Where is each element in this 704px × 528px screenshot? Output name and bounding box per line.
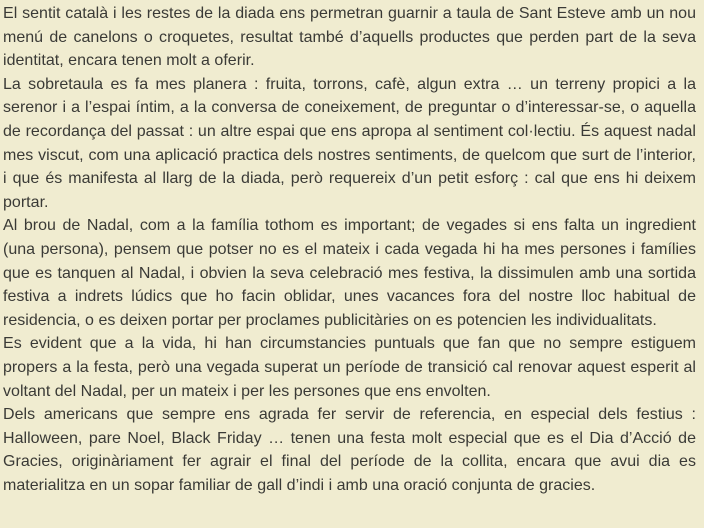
paragraph-sobretaula: La sobretaula es fa mes planera : fruita, torrons, cafè, algun extra … un terreny propici a la serenor i a l’espai íntim, a la conversa de coneixement, de preguntar o d’interessar-se, o aquella de recordança del passat : un altre espai que ens apropa al sentiment col·lectiu. És aquest nadal mes viscut, com una aplicació practica dels nostres sentiments, de quelcom que surt de l’interior, i que és manifesta al llarg de la diada, però requereix d’un petit esforç : cal que ens hi deixem portar. <box>3 75 696 211</box>
paragraph-americans: Dels americans que sempre ens agrada fer servir de referencia, en especial dels festius : Halloween, pare Noel, Black Friday … tenen una festa molt especial que es el Dia d’Acció de Gracies, originàriament fer agrair el final del període de la collita, encara que avui dia es materialitza en un sopar familiar de gall d’indi i amb una oració conjunta de gracies. <box>3 406 696 494</box>
paragraph-circumstancies: Es evident que a la vida, hi han circumstancies puntuals que fan que no sempre estiguem propers a la festa, però una vegada superat un període de transició cal renovar aquest esperit al voltant del Nadal, per un mateix i per les persones que ens envolten. <box>3 335 696 400</box>
paragraph-sant-esteve: El sentit català i les restes de la diada ens permetran guarnir a taula de Sant Esteve amb un nou menú de canelons o croquetes, resultat també d’aquells productes que perden part de la seva identitat, encara tenen molt a oferir. <box>3 5 696 70</box>
paragraph-brou-de-nadal: Al brou de Nadal, com a la família tothom es important; de vegades si ens falta un ingredient (una persona), pensem que potser no es el mateix i cada vegada hi ha mes persones i famílies que es tanquen al Nadal, i obvien la seva celebració mes festiva, la dissimulen amb una sortida festiva a indrets lúdics que ho facin oblidar, unes vacances fora del nostre lloc habitual de residencia, o es deixen portar per proclames publicitàries on es potencien les individualitats. <box>3 217 696 329</box>
